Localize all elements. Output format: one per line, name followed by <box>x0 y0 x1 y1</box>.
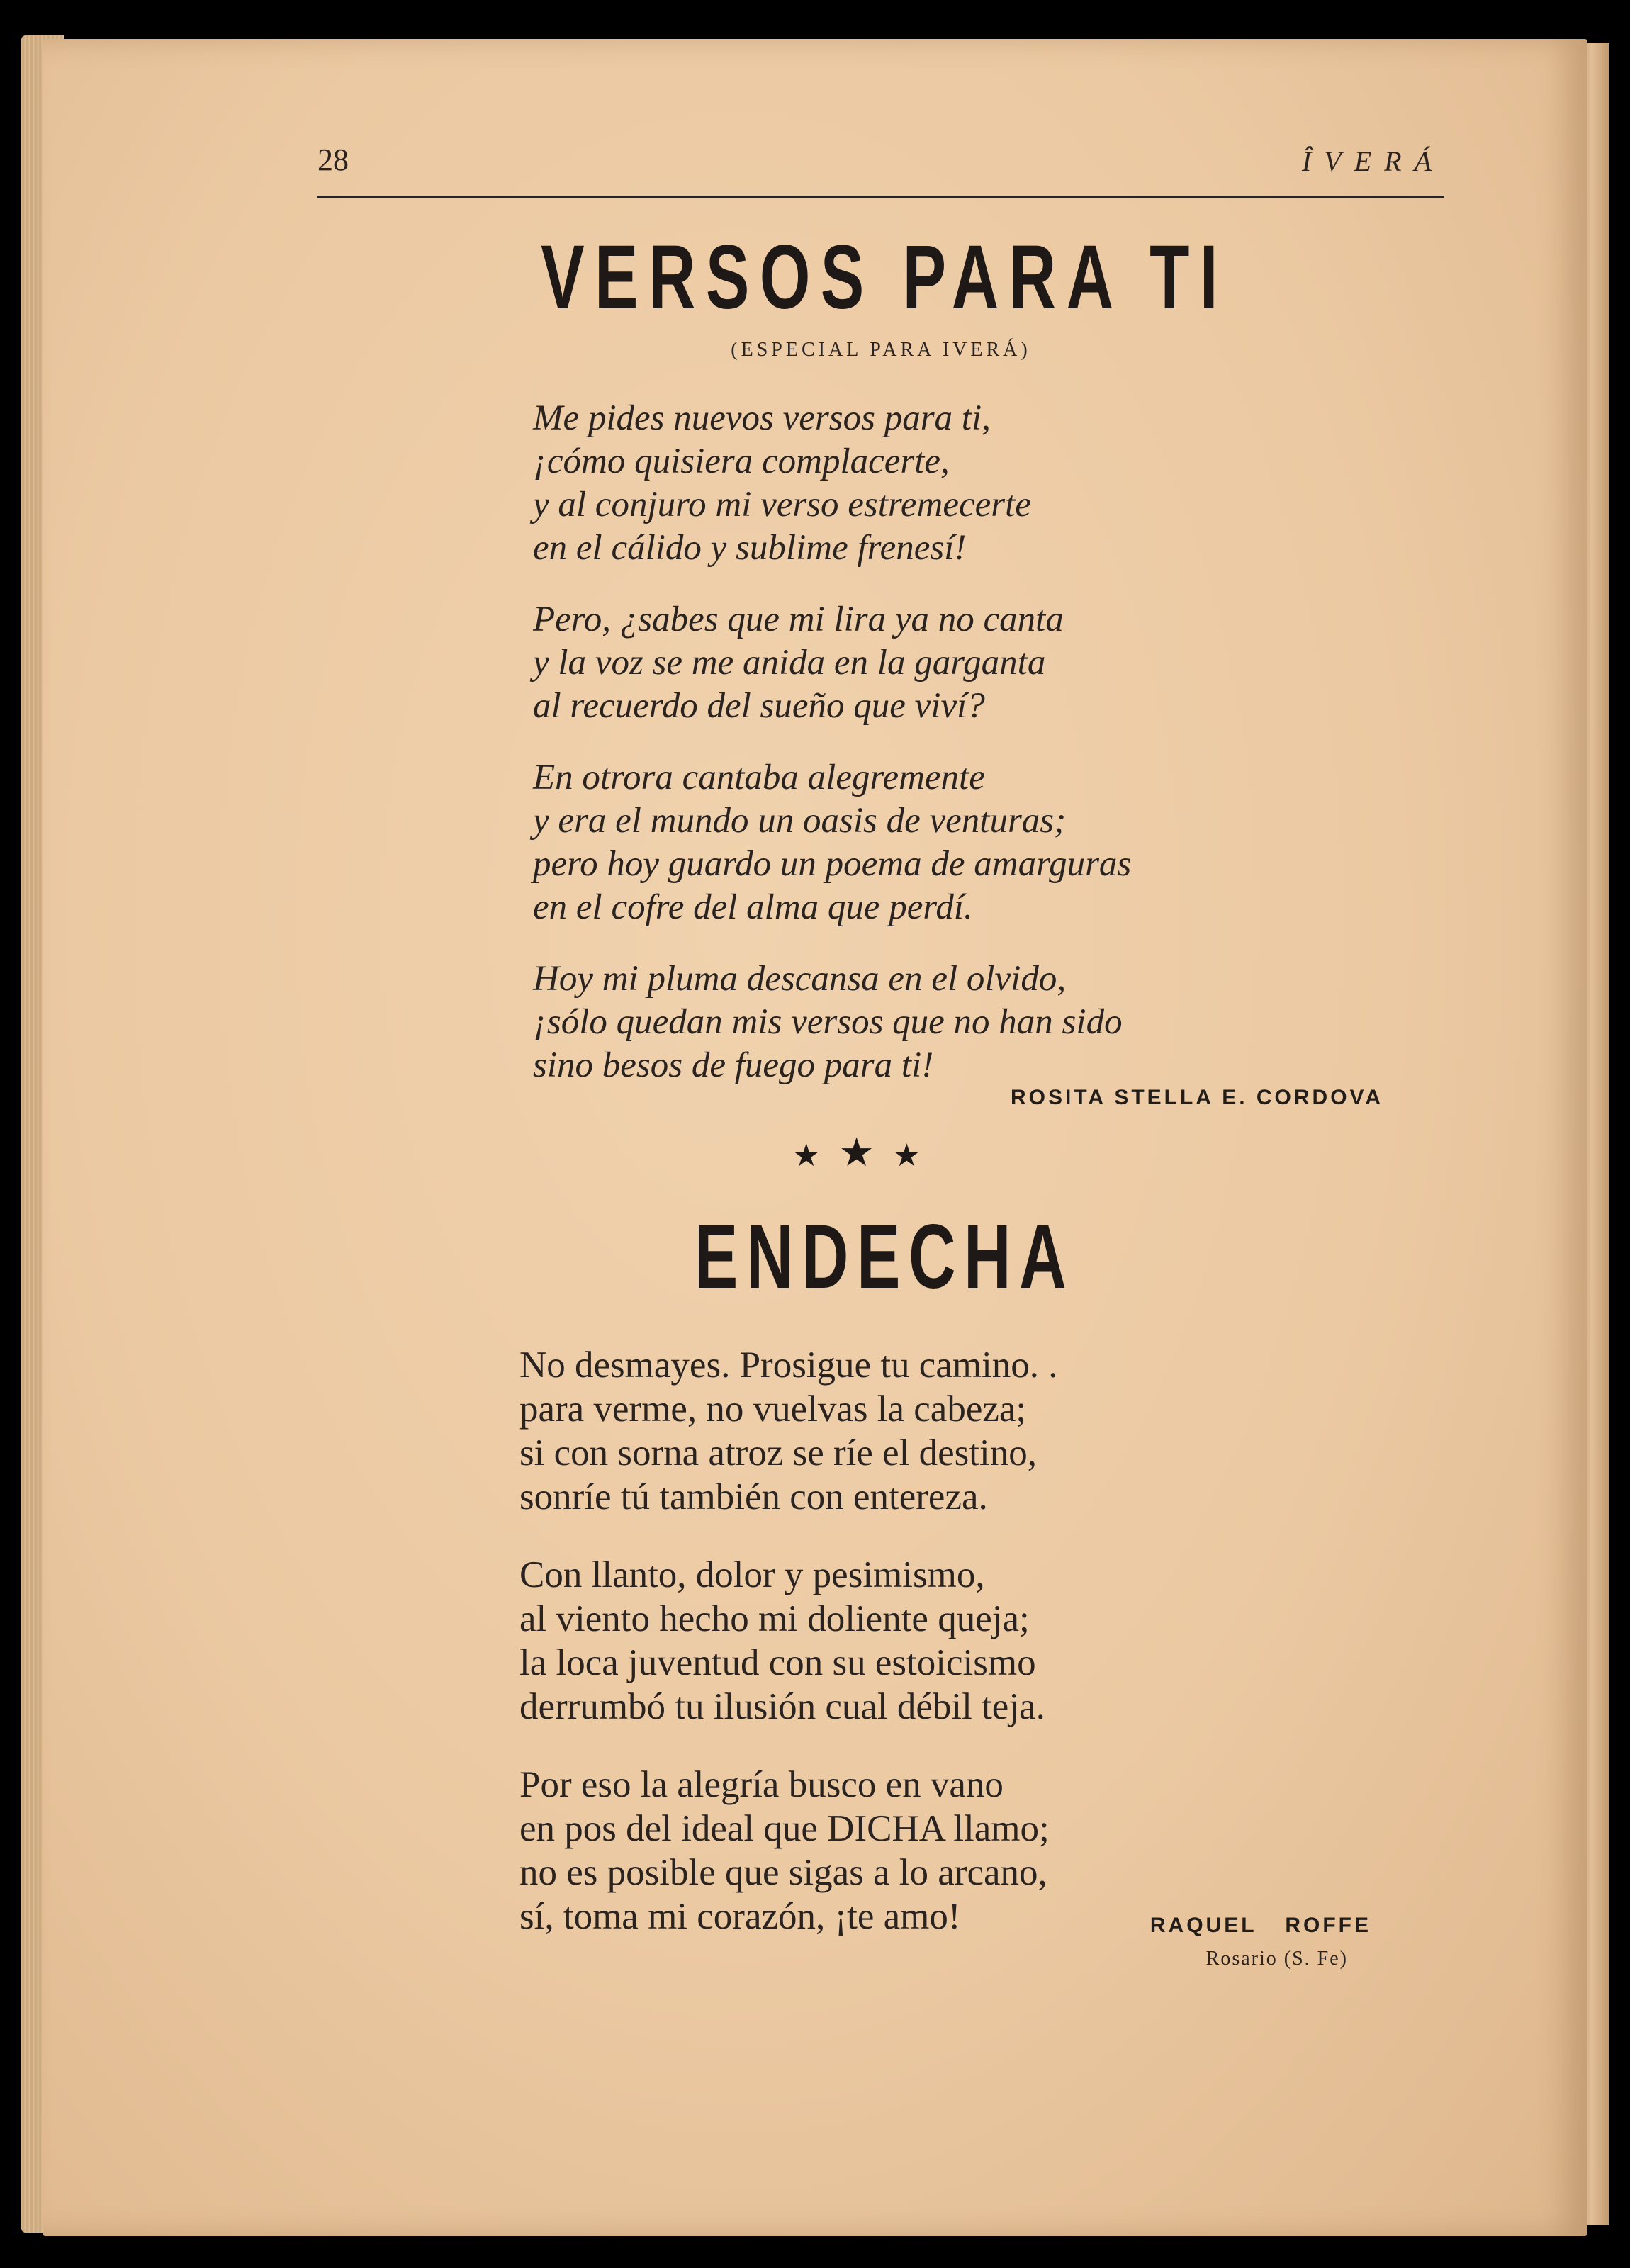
star-separator <box>792 1130 939 1176</box>
journal-name: ÎVERÁ <box>1301 145 1444 177</box>
poem-line: la loca juventud con su estoicismo <box>519 1642 1036 1683</box>
page-number: 28 <box>317 142 349 177</box>
poem-one-body <box>533 397 1131 1116</box>
page-header <box>317 142 1444 198</box>
poem-line: En otrora cantaba alegremente <box>533 758 985 797</box>
poem-line: y al conjuro mi verso estremecerte <box>533 485 1031 524</box>
poem-two-stanza-1 <box>519 1343 1058 1519</box>
poem-line: Con llanto, dolor y pesimismo, <box>519 1554 985 1595</box>
poem-one-stanza-1 <box>533 397 1131 570</box>
poem-two-stanza-3 <box>519 1763 1058 1938</box>
poem-one-stanza-3 <box>533 756 1131 929</box>
poem-line: pero hoy guardo un poema de amarguras <box>533 844 1132 884</box>
poem-one-subtitle: (ESPECIAL PARA IVERÁ) <box>731 339 1031 361</box>
poem-line: en el cálido y sublime frenesí! <box>533 528 967 568</box>
poem-line: No desmayes. Prosigue tu camino. . <box>519 1344 1058 1386</box>
poem-one-stanza-4 <box>533 958 1131 1087</box>
star-icon: ★ <box>838 1131 893 1175</box>
poem-line: si con sorna atroz se ríe el destino, <box>519 1432 1037 1473</box>
poem-line: y era el mundo un oasis de venturas; <box>533 801 1067 841</box>
poem-line: en pos del ideal que DICHA llamo; <box>519 1808 1050 1849</box>
poem-one-title: VERSOS PARA TI <box>541 227 1228 328</box>
poem-line: al viento hecho mi doliente queja; <box>519 1598 1030 1639</box>
poem-line: sino besos de fuego para ti! <box>533 1045 934 1085</box>
poem-line: no es posible que sigas a lo arcano, <box>519 1852 1047 1893</box>
poem-line: derrumbó tu ilusión cual débil teja. <box>519 1686 1045 1727</box>
poem-line: Pero, ¿sabes que mi lira ya no canta <box>533 600 1064 639</box>
poem-line: Por eso la alegría busco en vano <box>519 1764 1004 1805</box>
poem-line: sí, toma mi corazón, ¡te amo! <box>519 1896 961 1937</box>
poem-line: Hoy mi pluma descansa en el olvido, <box>533 959 1067 999</box>
poem-two-body <box>519 1343 1058 1972</box>
poem-line: ¡sólo quedan mis versos que no han sido <box>533 1002 1123 1042</box>
poem-one-author: ROSITA STELLA E. CORDOVA <box>1010 1086 1383 1109</box>
poem-line: para verme, no vuelvas la cabeza; <box>519 1388 1027 1430</box>
poem-line: sonríe tú también con entereza. <box>519 1476 988 1517</box>
star-icon: ★ <box>892 1138 940 1173</box>
poem-one-stanza-2 <box>533 598 1131 728</box>
poem-two-author: RAQUEL ROFFE <box>1150 1914 1371 1937</box>
poem-two-location: Rosario (S. Fe) <box>1205 1948 1348 1970</box>
poem-line: en el cofre del alma que perdí. <box>533 887 973 927</box>
poem-two-stanza-2 <box>519 1553 1058 1729</box>
poem-line: al recuerdo del sueño que viví? <box>533 686 985 726</box>
poem-line: y la voz se me anida en la garganta <box>533 643 1046 683</box>
poem-line: Me pides nuevos versos para ti, <box>533 398 991 438</box>
star-icon: ★ <box>792 1138 839 1173</box>
poem-two-title: ENDECHA <box>694 1206 1075 1308</box>
poem-line: ¡cómo quisiera complacerte, <box>533 442 950 481</box>
